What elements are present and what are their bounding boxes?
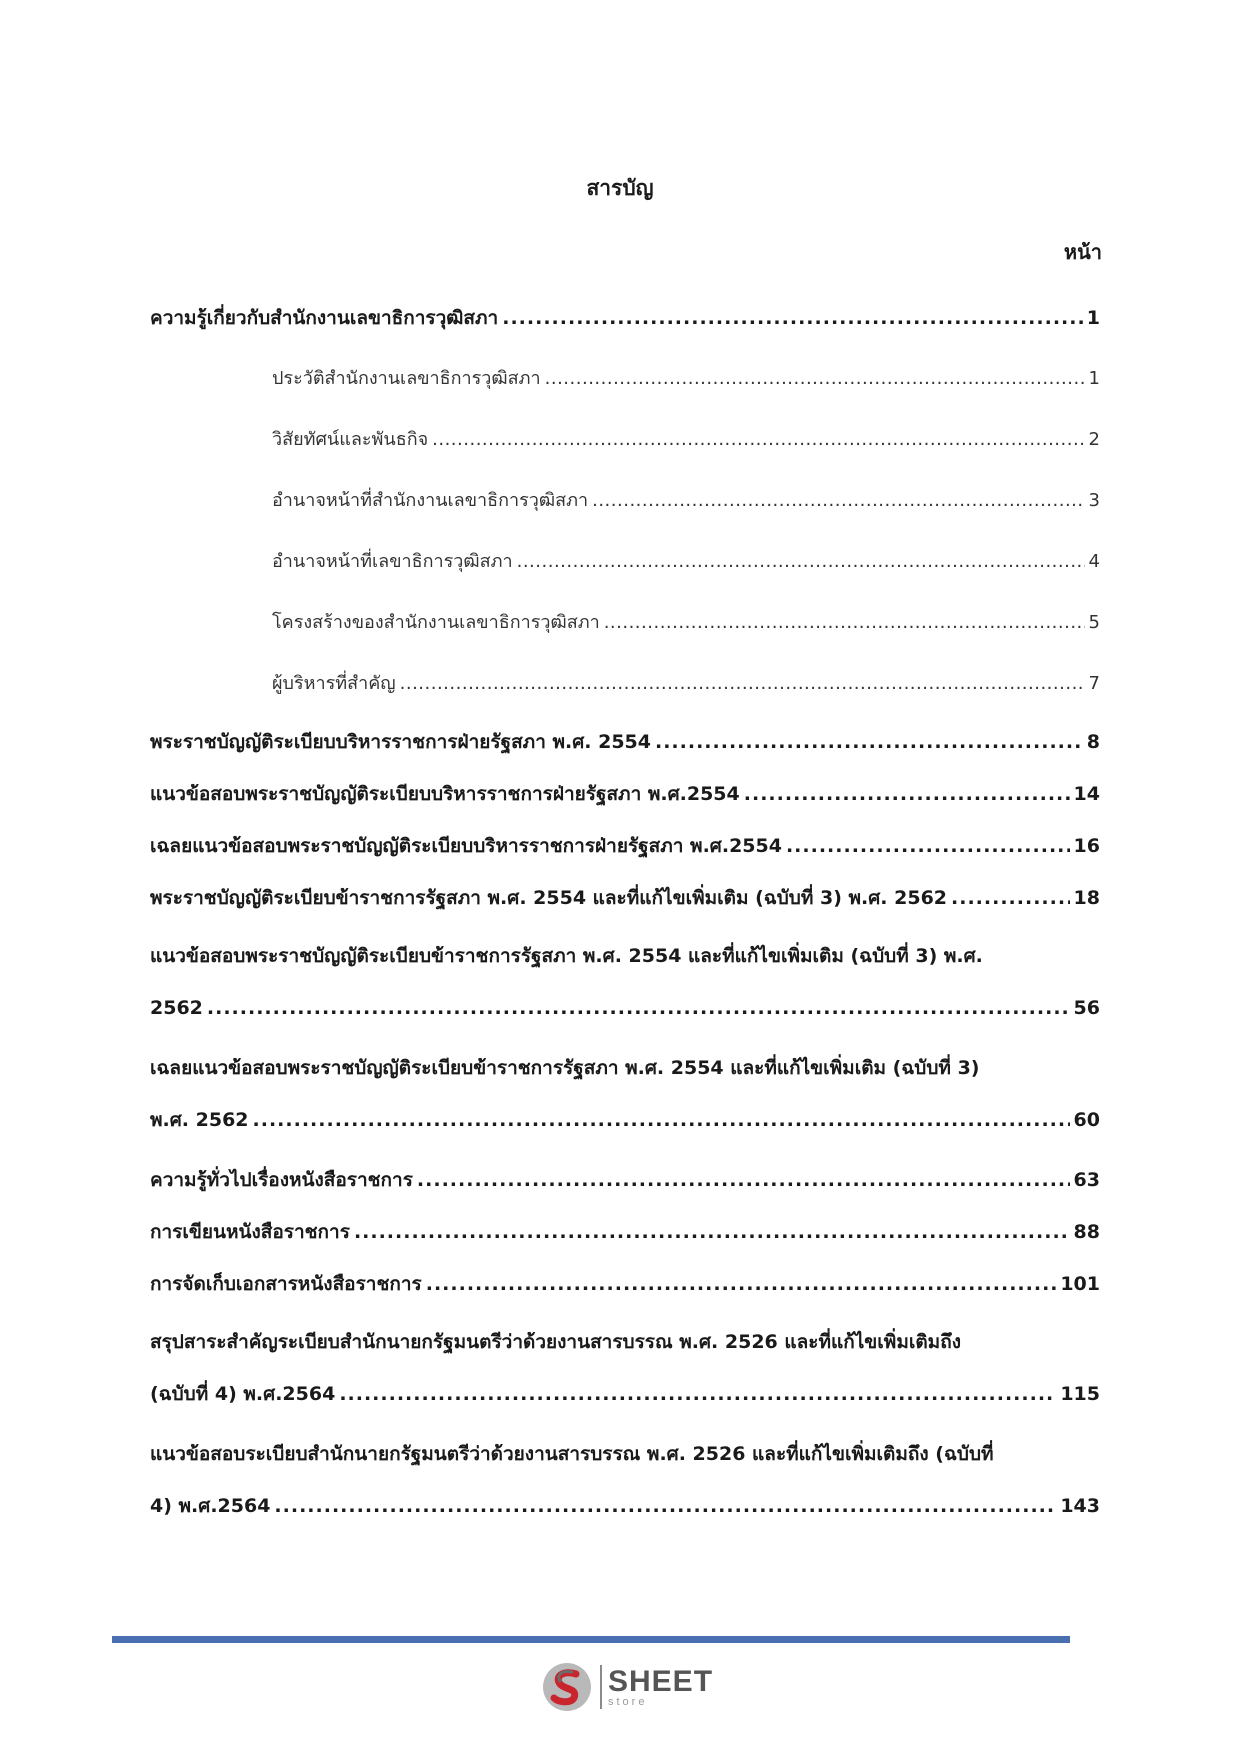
toc-entry-title: ความรู้เกี่ยวกับสำนักงานเลขาธิการวุฒิสภา [150,307,499,329]
sheet-store-logo [540,1660,713,1714]
toc-entry-page: 2 [1088,429,1100,450]
page-column-label: หน้า [1063,240,1102,264]
sheet-store-logo-icon [540,1660,594,1714]
dot-leader [951,872,1070,924]
dot-leader [253,1094,1070,1146]
toc-entry-title: ประวัติสำนักงานเลขาธิการวุฒิสภา [272,368,541,389]
dot-leader [592,470,1084,531]
toc-subentry[interactable] [150,348,1100,409]
table-of-contents [150,292,1100,1532]
dot-leader [786,820,1070,872]
toc-entry-title-line2: พ.ศ. 2562 [150,1109,249,1131]
toc-entry-page: 18 [1073,887,1100,909]
toc-entry-page: 63 [1073,1169,1100,1191]
toc-entry[interactable] [150,716,1100,768]
toc-subentry[interactable] [150,592,1100,653]
page-title: สารบัญ [586,176,654,200]
toc-subentry[interactable] [150,653,1100,714]
toc-entry[interactable] [150,292,1100,344]
toc-entry[interactable] [150,1154,1100,1206]
dot-leader [744,768,1070,820]
toc-subentry[interactable] [150,409,1100,470]
toc-entry-title: วิสัยทัศน์และพันธกิจ [272,429,429,450]
toc-subentry[interactable] [150,470,1100,531]
toc-entry-title-line2: (ฉบับที่ 4) พ.ศ.2564 [150,1383,336,1405]
toc-entry-page: 115 [1060,1383,1100,1405]
dot-leader [274,1480,1056,1532]
toc-entry-page: 143 [1060,1495,1100,1517]
logo-text [608,1664,714,1708]
toc-entry-title: แนวข้อสอบพระราชบัญญัติระเบียบบริหารราชการฝ่ายรัฐสภา พ.ศ.2554 [150,783,740,805]
toc-entry-title: อำนาจหน้าที่เลขาธิการวุฒิสภา [272,551,513,572]
toc-entry-title-line1: แนวข้อสอบพระราชบัญญัติระเบียบข้าราชการรัฐสภา พ.ศ. 2554 และที่แก้ไขเพิ่มเติม (ฉบับที่ 3) พ.ศ. [150,945,983,967]
toc-entry[interactable] [150,1206,1100,1258]
logo-word: SHEET [608,1664,714,1698]
dot-leader [426,1258,1057,1310]
dot-leader [432,409,1084,470]
toc-subentry[interactable] [150,531,1100,592]
toc-entry[interactable] [150,930,1100,1034]
toc-entry-title: พระราชบัญญัติระเบียบข้าราชการรัฐสภา พ.ศ. 2554 และที่แก้ไขเพิ่มเติม (ฉบับที่ 3) พ.ศ. 2562 [150,887,948,909]
toc-entry-title-line1: สรุปสาระสำคัญระเบียบสำนักนายกรัฐมนตรีว่าด้วยงานสารบรรณ พ.ศ. 2526 และที่แก้ไขเพิ่มเติมถึง [150,1331,961,1353]
toc-entry-page: 8 [1086,731,1100,753]
dot-leader [417,1154,1070,1206]
toc-entry-page: 4 [1088,551,1100,572]
toc-entry-page: 3 [1088,490,1100,511]
toc-entry-page: 16 [1073,835,1100,857]
toc-entry-title: การเขียนหนังสือราชการ [150,1221,350,1243]
toc-entry[interactable] [150,820,1100,872]
toc-entry-title: เฉลยแนวข้อสอบพระราชบัญญัติระเบียบบริหารราชการฝ่ายรัฐสภา พ.ศ.2554 [150,835,782,857]
toc-entry[interactable] [150,1428,1100,1532]
toc-entry-page: 56 [1073,997,1100,1019]
toc-entry[interactable] [150,1258,1100,1310]
toc-entry-page: 60 [1073,1109,1100,1131]
dot-leader [517,531,1085,592]
toc-entry-title: อำนาจหน้าที่สำนักงานเลขาธิการวุฒิสภา [272,490,589,511]
dot-leader [545,348,1085,409]
toc-entry-page: 5 [1088,612,1100,633]
toc-entry-title-line2: 4) พ.ศ.2564 [150,1495,271,1517]
dot-leader [207,982,1070,1034]
logo-subword: store [608,1695,648,1708]
dot-leader [354,1206,1070,1258]
toc-entry[interactable] [150,872,1100,924]
logo-separator [600,1665,602,1709]
toc-entry-title-line1: เฉลยแนวข้อสอบพระราชบัญญัติระเบียบข้าราชการรัฐสภา พ.ศ. 2554 และที่แก้ไขเพิ่มเติม (ฉบับที่ 3) [150,1057,980,1079]
toc-entry[interactable] [150,1316,1100,1420]
toc-entry-title: โครงสร้างของสำนักงานเลขาธิการวุฒิสภา [272,612,600,633]
toc-entry-title: ผู้บริหารที่สำคัญ [272,673,396,694]
toc-entry-page: 7 [1088,673,1100,694]
toc-entry-page: 1 [1086,307,1100,329]
toc-entry-title: ความรู้ทั่วไปเรื่องหนังสือราชการ [150,1169,413,1191]
toc-entry-page: 88 [1073,1221,1100,1243]
dot-leader [400,653,1085,714]
dot-leader [502,292,1083,344]
footer-divider [112,1636,1070,1643]
toc-entry-title-line2: 2562 [150,997,203,1019]
dot-leader [339,1368,1056,1420]
toc-entry-title-line1: แนวข้อสอบระเบียบสำนักนายกรัฐมนตรีว่าด้วยงานสารบรรณ พ.ศ. 2526 และที่แก้ไขเพิ่มเติมถึง (ฉบับที่ [150,1443,994,1465]
toc-entry-page: 101 [1060,1273,1100,1295]
toc-entry-title: การจัดเก็บเอกสารหนังสือราชการ [150,1273,422,1295]
dot-leader [604,592,1085,653]
toc-entry-title: พระราชบัญญัติระเบียบบริหารราชการฝ่ายรัฐสภา พ.ศ. 2554 [150,731,651,753]
dot-leader [655,716,1083,768]
toc-entry[interactable] [150,768,1100,820]
toc-entry[interactable] [150,1042,1100,1146]
toc-entry-page: 1 [1088,368,1100,389]
toc-entry-page: 14 [1073,783,1100,805]
